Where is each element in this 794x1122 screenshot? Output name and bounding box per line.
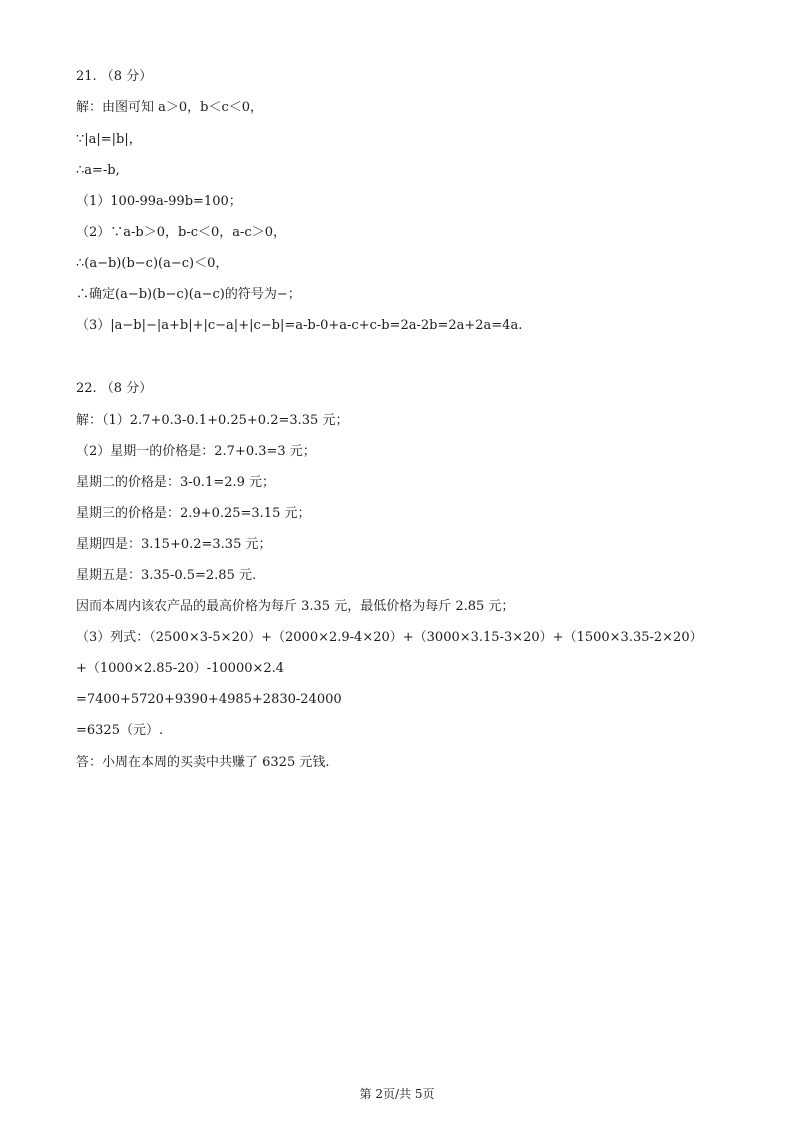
q22-line-10: =7400+5720+9390+4985+2830-24000 — [76, 692, 342, 707]
q22-line-3: 星期二的价格是：3-0.1=2.9 元； — [76, 475, 276, 490]
q22-line-11: =6325（元）. — [76, 723, 164, 738]
q22-line-8: （3）列式：（2500×3-5×20）+（2000×2.9-4×20）+（3000×3.15-3×20）+（1500×3.35-2×20） — [76, 630, 703, 645]
q22-line-5: 星期四是：3.15+0.2=3.35 元； — [76, 537, 272, 552]
q21-line-2: ∵|a|=|b|， — [76, 132, 142, 147]
q22-line-2: （2）星期一的价格是：2.7+0.3=3 元； — [76, 444, 316, 459]
q21-header: 21. （8 分） — [76, 69, 153, 84]
q22-line-9: +（1000×2.85-20）-10000×2.4 — [76, 661, 285, 676]
q21-line-1: 解：由图可知 a＞0，b＜c＜0， — [76, 100, 264, 115]
q22-line-7: 因而本周内该农产品的最高价格为每斤 3.35 元，最低价格为每斤 2.85 元； — [76, 599, 515, 614]
q21-line-3: ∴a=-b, — [76, 163, 120, 178]
q21-line-4: （1）100-99a-99b=100； — [76, 194, 242, 209]
q22-line-6: 星期五是：3.35-0.5=2.85 元. — [76, 568, 257, 583]
q22-line-1: 解：（1）2.7+0.3-0.1+0.25+0.2=3.35 元； — [76, 413, 349, 428]
q22-header: 22. （8 分） — [76, 381, 153, 396]
q22-line-4: 星期三的价格是：2.9+0.25=3.15 元； — [76, 506, 311, 521]
q21-line-7: ∴确定(a−b)(b−c)(a−c)的符号为−； — [76, 287, 301, 302]
q21-line-6: ∴(a−b)(b−c)(a−c)＜0， — [76, 256, 229, 271]
page-footer: 第 2页/共 5页 — [359, 1087, 435, 1101]
q22-line-12: 答：小周在本周的买卖中共赚了 6325 元钱. — [76, 755, 330, 770]
q21-line-8: （3）|a−b|−|a+b|+|c−a|+|c−b|=a-b-0+a-c+c-b=2a-2b=2a+2a=4a. — [76, 318, 523, 333]
q21-line-5: （2）∵a-b＞0，b-c＜0，a-c＞0， — [76, 225, 286, 240]
